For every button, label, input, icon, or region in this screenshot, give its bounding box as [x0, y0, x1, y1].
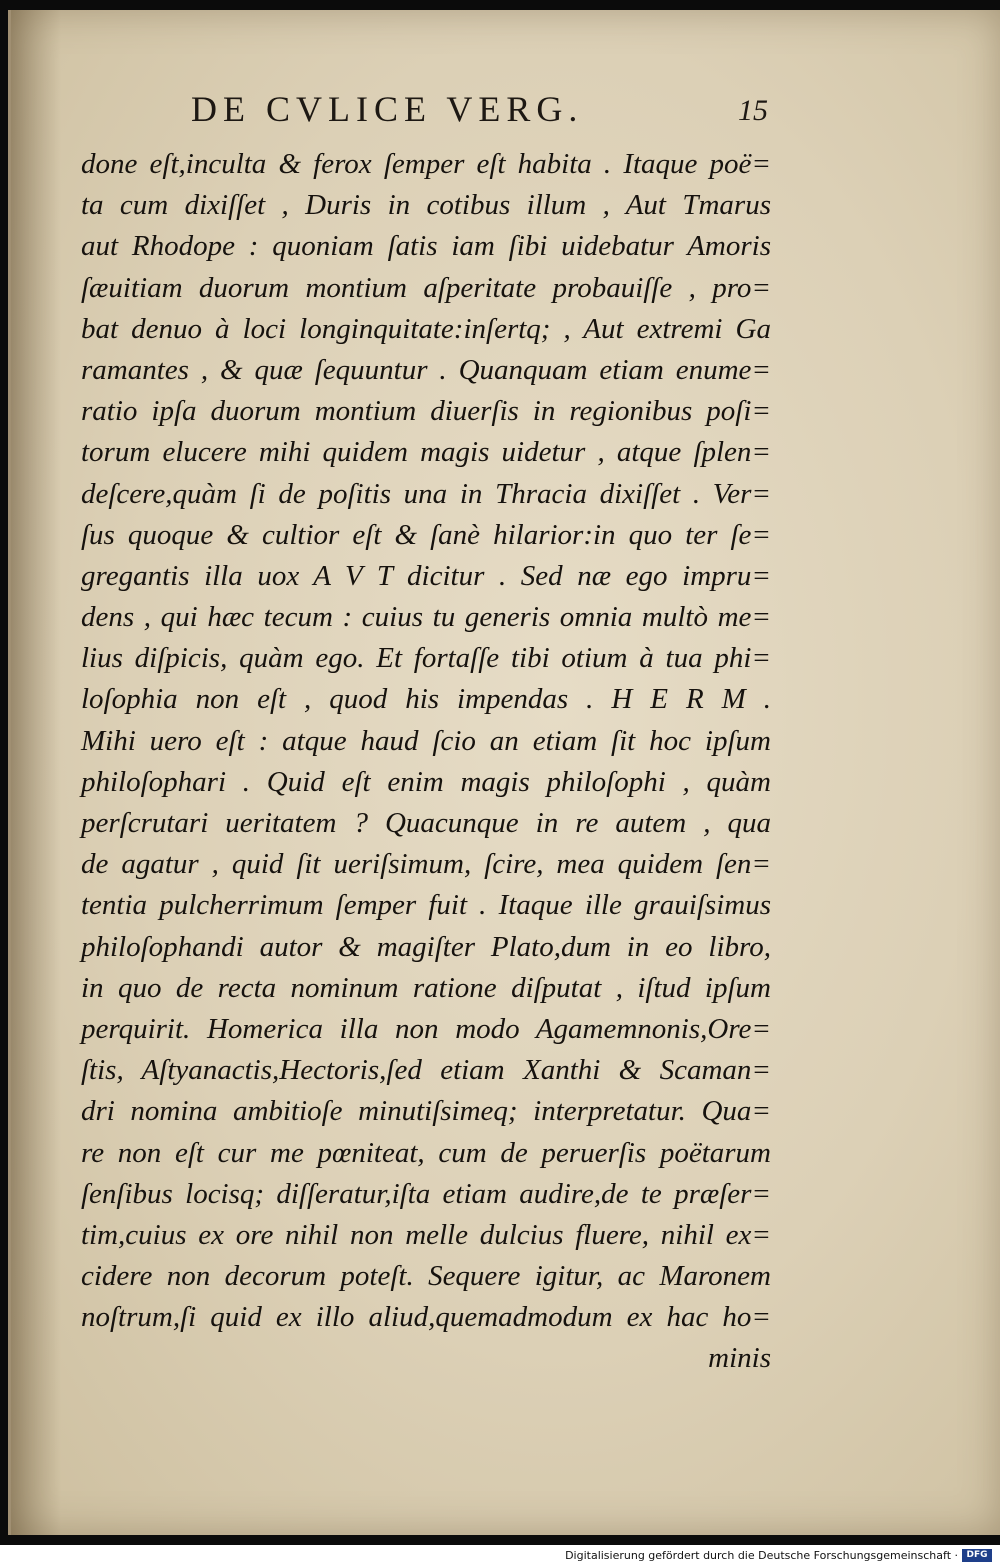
text-line: re non eſt cur me pœniteat, cum de peruerſis poëtarum: [81, 1136, 771, 1169]
text-line: de agatur , quid ſit ueriſsimum, ſcire, mea quidem ſen=: [81, 848, 771, 881]
text-line: perquirit. Homerica illa non modo Agamemnonis,Ore=: [81, 1012, 771, 1045]
text-line: in quo de recta nominum ratione diſputat , iſtud ipſum: [81, 971, 771, 1004]
text-line: perſcrutari ueritatem ? Quacunque in re autem , qua: [81, 807, 771, 839]
text-line: aut Rhodope : quoniam ſatis iam ſibi uidebatur Amoris: [81, 230, 771, 263]
text-line: noſtrum,ſi quid ex illo aliud,quemadmodum ex hac ho=: [81, 1301, 771, 1334]
page-number: 15: [738, 94, 768, 127]
text-line: ſus quoque & cultior eſt & ſanè hilarior:in quo ter ſe=: [81, 518, 771, 551]
text-line: Mihi uero eſt : atque haud ſcio an etiam ſit hoc ipſum: [81, 724, 771, 757]
text-line: loſophia non eſt , quod his impendas . H E R M .: [81, 683, 771, 716]
text-line: dens , qui hæc tecum : cuius tu generis omnia multò me=: [81, 601, 771, 634]
running-head: DE CVLICE VERG.: [191, 89, 584, 129]
dfg-logo-icon: DFG: [962, 1549, 992, 1562]
text-line: bat denuo à loci longinquitate:inſertq; , Aut extremi Ga: [81, 312, 771, 345]
text-line: tentia pulcherrimum ſemper fuit . Itaque ille grauiſsimus: [81, 889, 771, 922]
digitization-credit: Digitalisierung gefördert durch die Deutsche Forschungsgemeinschaft ·: [565, 1549, 958, 1562]
text-line: cidere non decorum poteſt. Sequere igitur, ac Maronem: [81, 1260, 771, 1293]
text-line: philoſophandi autor & magiſter Plato,dum in eo libro,: [81, 930, 771, 963]
page-gutter-shadow: [11, 10, 61, 1535]
text-line: ratio ipſa duorum montium diuerſis in regionibus poſi=: [81, 395, 771, 428]
text-line: ramantes , & quæ ſequuntur . Quanquam etiam enume=: [81, 353, 771, 386]
book-page: [8, 10, 1000, 1535]
text-line: ſæuitiam duorum montium aſperitate probauiſſe , pro=: [81, 271, 771, 304]
text-line: ſtis, Aſtyanactis,Hectoris,ſed etiam Xanthi & Scaman=: [81, 1054, 771, 1087]
text-line: ta cum dixiſſet , Duris in cotibus illum , Aut Tmarus: [81, 189, 771, 222]
text-line: philoſophari . Quid eſt enim magis philoſophi , quàm: [81, 765, 771, 798]
text-line: done eſt,inculta & ferox ſemper eſt habita . Itaque poë=: [81, 148, 771, 180]
text-line: lius diſpicis, quàm ego. Et fortaſſe tibi otium à tua phi=: [81, 642, 771, 675]
text-line: tim,cuius ex ore nihil non melle dulcius fluere, nihil ex=: [81, 1218, 771, 1251]
catchword: minis: [708, 1342, 771, 1375]
text-line: deſcere,quàm ſi de poſitis una in Thracia dixiſſet . Ver=: [81, 477, 771, 510]
text-line: dri nomina ambitioſe minutiſsimeq; interpretatur. Qua=: [81, 1095, 771, 1128]
text-line: gregantis illa uox A V T dicitur . Sed næ ego impru=: [81, 559, 771, 592]
text-line: ſenſibus locisq; diſſeratur,iſta etiam audire,de te præſer=: [81, 1177, 771, 1210]
text-line: torum elucere mihi quidem magis uidetur , atque ſplen=: [81, 436, 771, 469]
text-block: [81, 144, 771, 1380]
